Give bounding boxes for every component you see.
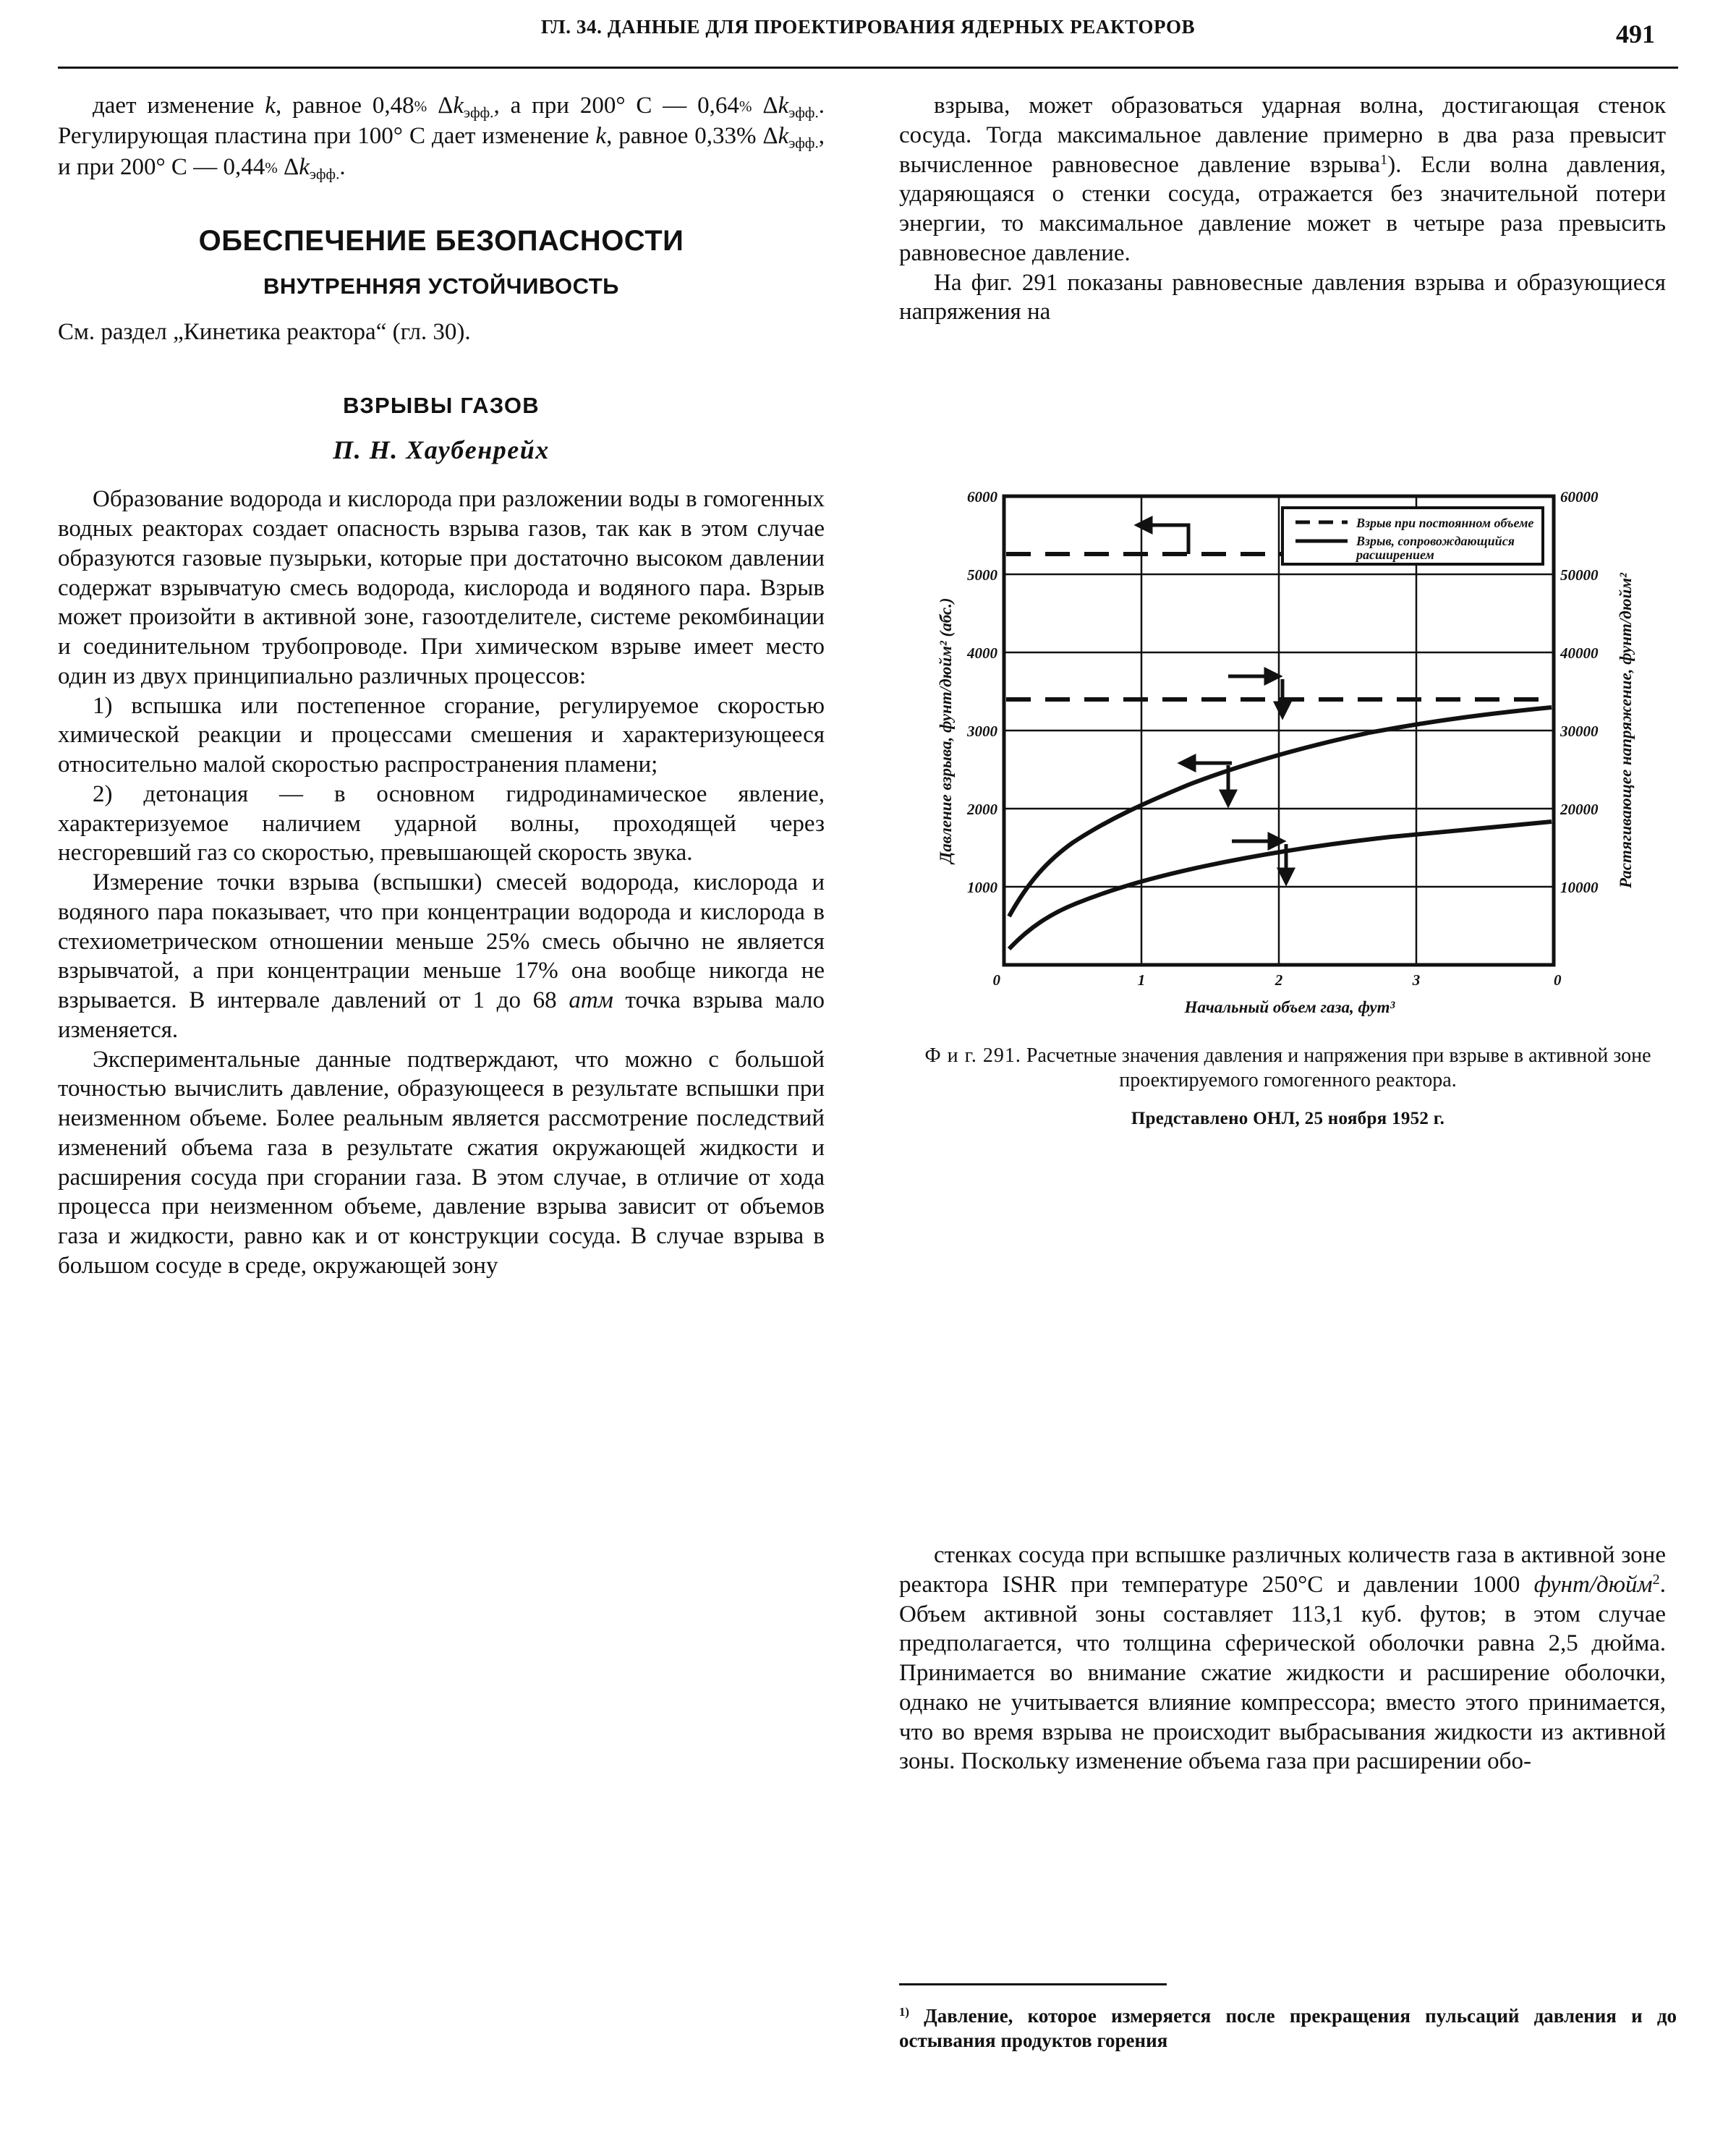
paragraph-left-1: дает изменение k, равное 0,48% $\Delta k_{эфф.}$, а при 200° С — 0,64% $\Delta k_{эфф.}$. Регулирующая пластина при 100° С дает изменение k, равное 0,33% $\Delta k_{эфф.}$, и при 200° С — 0,44% $\Delta k_{эфф.}$. — [58, 93, 825, 183]
y-left-tick-1000: 1000 — [967, 879, 997, 896]
x-tick-3: 3 — [1412, 971, 1421, 989]
y-left-tick-2000: 2000 — [967, 801, 997, 818]
chart-legend — [1282, 508, 1543, 564]
author-name: П. Н. Хаубенрейх — [333, 435, 550, 464]
footnote — [899, 2004, 1677, 2053]
y-axis-left-title: Давление взрыва, фунт/дюйм² (абс.) — [937, 597, 955, 864]
heading-internal-stability: ВНУТРЕННЯЯ УСТОЙЧИВОСТЬ — [263, 273, 619, 299]
paragraph-left-2: См. раздел „Кинетика реактора“ (гл. 30). — [58, 318, 471, 345]
footnote-marker: 1) — [899, 2004, 909, 2019]
paragraph-right-2: На фиг. 291 показаны равновесные давления взрыва и образующиеся напряжения на — [899, 269, 1666, 325]
x-axis-title: Начальный объем газа, фут³ — [1184, 998, 1395, 1016]
y-left-tick-4000: 4000 — [967, 644, 997, 662]
footnote-text: Давление, которое измеряется после прекращения пульсаций давления и до остывания продуктов горения — [899, 2005, 1677, 2052]
y-left-tick-3000: 3000 — [967, 723, 997, 740]
series-expansion-pressure — [1009, 707, 1552, 916]
x-tick-1: 1 — [1137, 971, 1146, 989]
legend-item-2: Взрыв, сопровождающийся — [1356, 534, 1515, 548]
figure-source: Представлено ОНЛ, 25 ноября 1952 г. — [1131, 1109, 1445, 1129]
paragraph-left-6: Измерение точки взрыва (вспышки) смесей водорода, кислорода и водяного пара показывает, что при концентрации водорода и кислорода в стехиометрическом отношении меньше 25% смесь обычно не является взрывчатой, а при концентрации меньше 17% она вообще никогда не взрывается. В интервале давлений от 1 до 68 атм точка взрыва мало изменяется. — [58, 869, 825, 1043]
paragraph-right-3: стенках сосуда при вспышке различных количеств газа в активной зоне реактора ISHR при температуре 250°С и давлении 1000 фунт/дюйм$^2$. Объем активной зоны составляет 113,1 куб. футов; в этом случае предполагается, что толщина сферической оболочки равна 2,5 дюйма. Принимается во внимание сжатие жидкости и расширение оболочки, однако не учитывается влияние компрессора; вместо этого принимается, что во время взрыва не происходит выбрасывания жидкости из активной зоны. Поскольку изменение объема газа при расширении обо- — [899, 1542, 1666, 1775]
y-right-tick-60000: 60000 — [1560, 488, 1599, 506]
y-right-tick-0: 0 — [1554, 971, 1562, 989]
y-left-tick-6000: 6000 — [967, 488, 997, 506]
paragraph-left-3: Образование водорода и кислорода при разложении воды в гомогенных водных реакторах создает опасность взрыва газов, так как в этом случае образуются газовые пузырьки, которые при достаточно высоком давлении содержат взрывчатую смесь водорода, кислорода и водяного пара. Взрыв может произойти в активной зоне, газоотделителе, системе рекомбинации и соединительном трубопроводе. При химическом взрыве имеет место один из двух принципиально различных процессов: — [58, 486, 825, 689]
legend-item-2b: расширением — [1356, 548, 1434, 562]
right-column-top — [899, 91, 1666, 467]
heading-gas-explosions: ВЗРЫВЫ ГАЗОВ — [343, 392, 540, 418]
y-right-tick-30000: 30000 — [1560, 723, 1599, 740]
footnote-rule — [899, 1983, 1167, 1985]
y-right-tick-40000: 40000 — [1560, 644, 1599, 662]
heading-safety: ОБЕСПЕЧЕНИЕ БЕЗОПАСНОСТИ — [198, 225, 684, 257]
paragraph-left-5: 2) детонация — в основном гидродинамическое явление, характеризуемое наличием ударной волны, проходящей через несгоревший газ со скоростью, превышающей скорость звука. — [58, 780, 825, 867]
x-tick-2: 2 — [1275, 971, 1283, 989]
y-right-tick-20000: 20000 — [1560, 801, 1599, 818]
paragraph-right-1: взрыва, может образоваться ударная волна, достигающая стенок сосуда. Тогда максимальное давление примерно в два раза превысит вычисленное равновесное давление взрыва$^1$). Если волна давления, ударяющаяся о стенки сосуда, отражается без значительной потери энергии, то максимальное давление может в четыре раза превысить равновесное давление. — [899, 93, 1666, 266]
y-axis-right-title: Растягивающее напряжение, фунт/дюйм² — [1617, 573, 1635, 888]
page-number: 491 — [1616, 20, 1655, 48]
left-column — [58, 91, 825, 1281]
figure-291 — [899, 477, 1677, 1129]
header-rule — [58, 67, 1678, 69]
y-right-tick-50000: 50000 — [1560, 566, 1599, 584]
explosion-pressure-chart — [899, 477, 1677, 1027]
running-head — [0, 16, 1736, 38]
figure-caption-text: Расчетные значения давления и напряжения при взрыве в активной зоне проектируемого гомогенного реактора. — [1026, 1044, 1651, 1092]
y-left-tick-0: 0 — [992, 971, 1000, 989]
paragraph-left-4: 1) вспышка или постепенное сгорание, регулируемое скоростью химической реакции и процессами смешения и характеризующееся относительно малой скоростью распространения пламени; — [58, 692, 825, 778]
paragraph-left-7: Экспериментальные данные подтверждают, что можно с большой точностью вычислить давление, образующееся в результате вспышки при неизменном объеме. Более реальным является рассмотрение последствий изменений объема газа в результате сжатия окружающей жидкости и расширения сосуда при сгорании газа. В этом случае, в отличие от хода процесса при неизменном объеме, давление взрыва зависит от объемов газа и жидкости, равно как и от конструкции сосуда. В случае взрыва в большом сосуде в среде, окружающей зону — [58, 1046, 825, 1279]
y-left-tick-5000: 5000 — [967, 566, 997, 584]
running-head-title: ГЛ. 34. ДАННЫЕ ДЛЯ ПРОЕКТИРОВАНИЯ ЯДЕРНЫХ РЕАКТОРОВ — [540, 16, 1196, 38]
legend-item-1: Взрыв при постоянном объеме — [1356, 516, 1534, 530]
figure-caption — [899, 1044, 1677, 1093]
y-right-tick-10000: 10000 — [1560, 879, 1599, 896]
figure-caption-label: Ф и г. 291. — [924, 1044, 1021, 1067]
right-column-bottom — [899, 1541, 1666, 1776]
